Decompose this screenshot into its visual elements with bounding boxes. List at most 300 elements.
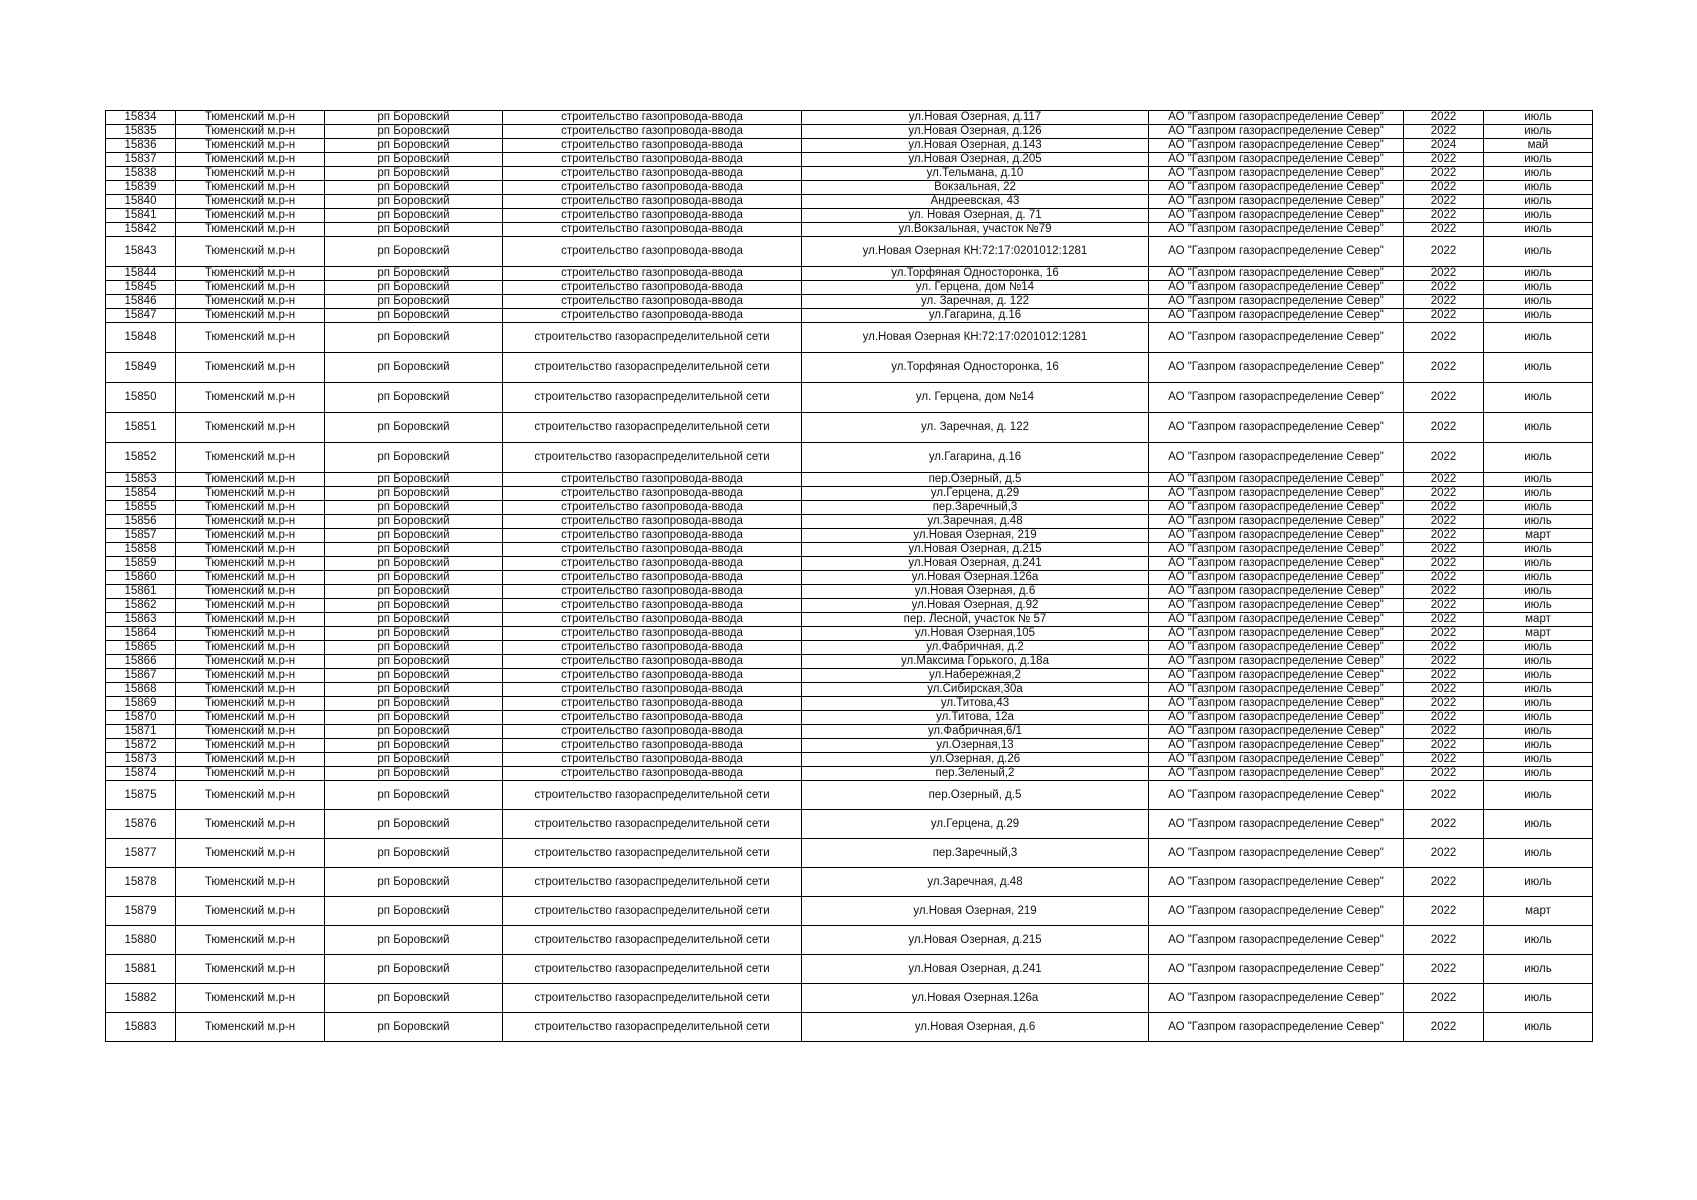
cell-month: март bbox=[1484, 897, 1593, 926]
cell-row-number: 15859 bbox=[106, 557, 176, 571]
cell-month: июль bbox=[1484, 585, 1593, 599]
cell-row-number: 15875 bbox=[106, 781, 176, 810]
cell-year: 2022 bbox=[1404, 309, 1484, 323]
cell-address: ул.Герцена, д.29 bbox=[802, 810, 1149, 839]
cell-row-number: 15843 bbox=[106, 237, 176, 267]
cell-address: ул.Новая Озерная КН:72:17:0201012:1281 bbox=[802, 323, 1149, 353]
cell-settlement: рп Боровский bbox=[325, 739, 503, 753]
cell-work-type: строительство газопровода-ввода bbox=[503, 195, 802, 209]
cell-settlement: рп Боровский bbox=[325, 599, 503, 613]
cell-district: Тюменский м.р-н bbox=[176, 413, 325, 443]
table-row bbox=[106, 711, 1593, 725]
cell-row-number: 15849 bbox=[106, 353, 176, 383]
cell-settlement: рп Боровский bbox=[325, 697, 503, 711]
cell-organization: АО "Газпром газораспределение Север" bbox=[1149, 353, 1404, 383]
table-row bbox=[106, 209, 1593, 223]
cell-address: пер. Лесной, участок № 57 bbox=[802, 613, 1149, 627]
cell-work-type: строительство газораспределительной сети bbox=[503, 926, 802, 955]
table-row bbox=[106, 571, 1593, 585]
cell-organization: АО "Газпром газораспределение Север" bbox=[1149, 810, 1404, 839]
cell-year: 2022 bbox=[1404, 599, 1484, 613]
cell-district: Тюменский м.р-н bbox=[176, 1013, 325, 1042]
cell-settlement: рп Боровский bbox=[325, 153, 503, 167]
cell-month: июль bbox=[1484, 781, 1593, 810]
cell-organization: АО "Газпром газораспределение Север" bbox=[1149, 237, 1404, 267]
cell-year: 2022 bbox=[1404, 543, 1484, 557]
cell-settlement: рп Боровский bbox=[325, 281, 503, 295]
cell-settlement: рп Боровский bbox=[325, 139, 503, 153]
table-row bbox=[106, 529, 1593, 543]
table-row bbox=[106, 641, 1593, 655]
table-row bbox=[106, 839, 1593, 868]
cell-organization: АО "Газпром газораспределение Север" bbox=[1149, 111, 1404, 125]
cell-district: Тюменский м.р-н bbox=[176, 487, 325, 501]
cell-month: июль bbox=[1484, 125, 1593, 139]
cell-address: ул.Заречная, д.48 bbox=[802, 868, 1149, 897]
cell-row-number: 15876 bbox=[106, 810, 176, 839]
cell-organization: АО "Газпром газораспределение Север" bbox=[1149, 697, 1404, 711]
cell-address: ул.Вокзальная, участок №79 bbox=[802, 223, 1149, 237]
cell-work-type: строительство газопровода-ввода bbox=[503, 753, 802, 767]
table-row bbox=[106, 683, 1593, 697]
cell-address: ул.Новая Озерная.126а bbox=[802, 984, 1149, 1013]
cell-district: Тюменский м.р-н bbox=[176, 655, 325, 669]
table-row bbox=[106, 753, 1593, 767]
cell-address: ул.Гагарина, д.16 bbox=[802, 309, 1149, 323]
cell-organization: АО "Газпром газораспределение Север" bbox=[1149, 599, 1404, 613]
cell-month: июль bbox=[1484, 181, 1593, 195]
cell-organization: АО "Газпром газораспределение Север" bbox=[1149, 209, 1404, 223]
cell-work-type: строительство газопровода-ввода bbox=[503, 571, 802, 585]
cell-row-number: 15855 bbox=[106, 501, 176, 515]
cell-row-number: 15856 bbox=[106, 515, 176, 529]
cell-settlement: рп Боровский bbox=[325, 267, 503, 281]
cell-month: июль bbox=[1484, 167, 1593, 181]
cell-month: июль bbox=[1484, 323, 1593, 353]
cell-organization: АО "Газпром газораспределение Север" bbox=[1149, 195, 1404, 209]
cell-month: июль bbox=[1484, 926, 1593, 955]
cell-organization: АО "Газпром газораспределение Север" bbox=[1149, 655, 1404, 669]
cell-year: 2022 bbox=[1404, 926, 1484, 955]
cell-address: ул.Новая Озерная, д.241 bbox=[802, 557, 1149, 571]
cell-month: июль bbox=[1484, 810, 1593, 839]
cell-work-type: строительство газопровода-ввода bbox=[503, 543, 802, 557]
cell-work-type: строительство газопровода-ввода bbox=[503, 111, 802, 125]
cell-district: Тюменский м.р-н bbox=[176, 897, 325, 926]
cell-settlement: рп Боровский bbox=[325, 984, 503, 1013]
cell-settlement: рп Боровский bbox=[325, 125, 503, 139]
cell-organization: АО "Газпром газораспределение Север" bbox=[1149, 955, 1404, 984]
cell-work-type: строительство газораспределительной сети bbox=[503, 323, 802, 353]
cell-row-number: 15835 bbox=[106, 125, 176, 139]
cell-month: июль bbox=[1484, 443, 1593, 473]
table-row bbox=[106, 153, 1593, 167]
cell-district: Тюменский м.р-н bbox=[176, 585, 325, 599]
cell-year: 2022 bbox=[1404, 641, 1484, 655]
cell-month: июль bbox=[1484, 669, 1593, 683]
cell-district: Тюменский м.р-н bbox=[176, 753, 325, 767]
table-row bbox=[106, 413, 1593, 443]
table-row bbox=[106, 111, 1593, 125]
cell-organization: АО "Газпром газораспределение Север" bbox=[1149, 223, 1404, 237]
cell-district: Тюменский м.р-н bbox=[176, 353, 325, 383]
cell-month: июль bbox=[1484, 237, 1593, 267]
cell-address: ул.Новая Озерная.126а bbox=[802, 571, 1149, 585]
cell-work-type: строительство газораспределительной сети bbox=[503, 955, 802, 984]
cell-settlement: рп Боровский bbox=[325, 543, 503, 557]
cell-row-number: 15845 bbox=[106, 281, 176, 295]
cell-organization: АО "Газпром газораспределение Север" bbox=[1149, 153, 1404, 167]
table-row bbox=[106, 613, 1593, 627]
cell-settlement: рп Боровский bbox=[325, 383, 503, 413]
cell-address: ул.Сибирская,30а bbox=[802, 683, 1149, 697]
cell-settlement: рп Боровский bbox=[325, 473, 503, 487]
cell-address: ул.Новая Озерная, 219 bbox=[802, 529, 1149, 543]
cell-address: пер.Зеленый,2 bbox=[802, 767, 1149, 781]
cell-district: Тюменский м.р-н bbox=[176, 515, 325, 529]
cell-address: ул.Титова,43 bbox=[802, 697, 1149, 711]
cell-work-type: строительство газопровода-ввода bbox=[503, 725, 802, 739]
cell-year: 2022 bbox=[1404, 613, 1484, 627]
cell-district: Тюменский м.р-н bbox=[176, 739, 325, 753]
cell-row-number: 15873 bbox=[106, 753, 176, 767]
cell-district: Тюменский м.р-н bbox=[176, 111, 325, 125]
table-row bbox=[106, 139, 1593, 153]
cell-address: ул.Заречная, д.48 bbox=[802, 515, 1149, 529]
cell-district: Тюменский м.р-н bbox=[176, 926, 325, 955]
table-row bbox=[106, 195, 1593, 209]
table-row bbox=[106, 669, 1593, 683]
cell-row-number: 15881 bbox=[106, 955, 176, 984]
cell-work-type: строительство газопровода-ввода bbox=[503, 585, 802, 599]
table-row bbox=[106, 515, 1593, 529]
cell-year: 2022 bbox=[1404, 683, 1484, 697]
cell-district: Тюменский м.р-н bbox=[176, 683, 325, 697]
cell-year: 2022 bbox=[1404, 281, 1484, 295]
cell-month: июль bbox=[1484, 473, 1593, 487]
cell-row-number: 15851 bbox=[106, 413, 176, 443]
cell-district: Тюменский м.р-н bbox=[176, 383, 325, 413]
cell-month: июль bbox=[1484, 267, 1593, 281]
cell-address: пер.Озерный, д.5 bbox=[802, 473, 1149, 487]
cell-organization: АО "Газпром газораспределение Север" bbox=[1149, 543, 1404, 557]
cell-month: июль bbox=[1484, 753, 1593, 767]
cell-address: ул.Торфяная Односторонка, 16 bbox=[802, 267, 1149, 281]
table-row bbox=[106, 383, 1593, 413]
cell-work-type: строительство газораспределительной сети bbox=[503, 781, 802, 810]
cell-work-type: строительство газопровода-ввода bbox=[503, 529, 802, 543]
cell-year: 2022 bbox=[1404, 571, 1484, 585]
cell-year: 2022 bbox=[1404, 267, 1484, 281]
cell-year: 2022 bbox=[1404, 501, 1484, 515]
cell-month: июль bbox=[1484, 413, 1593, 443]
cell-district: Тюменский м.р-н bbox=[176, 669, 325, 683]
cell-work-type: строительство газопровода-ввода bbox=[503, 683, 802, 697]
cell-month: июль bbox=[1484, 683, 1593, 697]
document-page bbox=[105, 110, 1592, 1042]
cell-district: Тюменский м.р-н bbox=[176, 237, 325, 267]
cell-settlement: рп Боровский bbox=[325, 839, 503, 868]
cell-work-type: строительство газопровода-ввода bbox=[503, 515, 802, 529]
cell-address: ул.Максима Горького, д.18а bbox=[802, 655, 1149, 669]
table-row bbox=[106, 627, 1593, 641]
cell-work-type: строительство газопровода-ввода bbox=[503, 697, 802, 711]
cell-organization: АО "Газпром газораспределение Север" bbox=[1149, 781, 1404, 810]
table-body bbox=[106, 111, 1593, 1042]
cell-settlement: рп Боровский bbox=[325, 669, 503, 683]
cell-year: 2022 bbox=[1404, 209, 1484, 223]
table-row bbox=[106, 868, 1593, 897]
cell-organization: АО "Газпром газораспределение Север" bbox=[1149, 167, 1404, 181]
cell-organization: АО "Газпром газораспределение Север" bbox=[1149, 739, 1404, 753]
cell-district: Тюменский м.р-н bbox=[176, 309, 325, 323]
cell-address: ул.Гагарина, д.16 bbox=[802, 443, 1149, 473]
table-row bbox=[106, 1013, 1593, 1042]
cell-organization: АО "Газпром газораспределение Север" bbox=[1149, 627, 1404, 641]
cell-row-number: 15867 bbox=[106, 669, 176, 683]
cell-work-type: строительство газопровода-ввода bbox=[503, 309, 802, 323]
cell-district: Тюменский м.р-н bbox=[176, 223, 325, 237]
cell-district: Тюменский м.р-н bbox=[176, 810, 325, 839]
table-row bbox=[106, 443, 1593, 473]
cell-month: июль bbox=[1484, 767, 1593, 781]
cell-organization: АО "Газпром газораспределение Север" bbox=[1149, 1013, 1404, 1042]
cell-address: ул.Торфяная Односторонка, 16 bbox=[802, 353, 1149, 383]
cell-row-number: 15839 bbox=[106, 181, 176, 195]
cell-work-type: строительство газораспределительной сети bbox=[503, 1013, 802, 1042]
cell-month: июль bbox=[1484, 697, 1593, 711]
cell-work-type: строительство газораспределительной сети bbox=[503, 839, 802, 868]
cell-year: 2022 bbox=[1404, 697, 1484, 711]
cell-district: Тюменский м.р-н bbox=[176, 529, 325, 543]
cell-work-type: строительство газораспределительной сети bbox=[503, 353, 802, 383]
cell-work-type: строительство газопровода-ввода bbox=[503, 267, 802, 281]
cell-settlement: рп Боровский bbox=[325, 1013, 503, 1042]
cell-month: июль bbox=[1484, 571, 1593, 585]
cell-work-type: строительство газопровода-ввода bbox=[503, 655, 802, 669]
cell-year: 2022 bbox=[1404, 487, 1484, 501]
cell-work-type: строительство газопровода-ввода bbox=[503, 487, 802, 501]
cell-district: Тюменский м.р-н bbox=[176, 139, 325, 153]
table-row bbox=[106, 309, 1593, 323]
cell-year: 2022 bbox=[1404, 868, 1484, 897]
cell-work-type: строительство газопровода-ввода bbox=[503, 627, 802, 641]
cell-organization: АО "Газпром газораспределение Север" bbox=[1149, 571, 1404, 585]
table-row bbox=[106, 897, 1593, 926]
table-row bbox=[106, 487, 1593, 501]
cell-month: июль bbox=[1484, 725, 1593, 739]
cell-address: ул.Новая Озерная, 219 bbox=[802, 897, 1149, 926]
cell-settlement: рп Боровский bbox=[325, 223, 503, 237]
cell-settlement: рп Боровский bbox=[325, 810, 503, 839]
cell-address: ул. Новая Озерная, д. 71 bbox=[802, 209, 1149, 223]
cell-month: июль bbox=[1484, 557, 1593, 571]
cell-work-type: строительство газопровода-ввода bbox=[503, 473, 802, 487]
cell-settlement: рп Боровский bbox=[325, 585, 503, 599]
cell-year: 2022 bbox=[1404, 984, 1484, 1013]
cell-row-number: 15846 bbox=[106, 295, 176, 309]
cell-settlement: рп Боровский bbox=[325, 111, 503, 125]
cell-row-number: 15870 bbox=[106, 711, 176, 725]
cell-work-type: строительство газопровода-ввода bbox=[503, 613, 802, 627]
cell-row-number: 15869 bbox=[106, 697, 176, 711]
cell-settlement: рп Боровский bbox=[325, 711, 503, 725]
table-row bbox=[106, 473, 1593, 487]
cell-year: 2022 bbox=[1404, 167, 1484, 181]
cell-district: Тюменский м.р-н bbox=[176, 627, 325, 641]
cell-row-number: 15852 bbox=[106, 443, 176, 473]
cell-district: Тюменский м.р-н bbox=[176, 697, 325, 711]
cell-row-number: 15841 bbox=[106, 209, 176, 223]
cell-settlement: рп Боровский bbox=[325, 868, 503, 897]
cell-address: ул.Озерная,13 bbox=[802, 739, 1149, 753]
cell-organization: АО "Газпром газораспределение Север" bbox=[1149, 557, 1404, 571]
cell-year: 2022 bbox=[1404, 655, 1484, 669]
cell-district: Тюменский м.р-н bbox=[176, 267, 325, 281]
cell-year: 2022 bbox=[1404, 443, 1484, 473]
cell-settlement: рп Боровский bbox=[325, 309, 503, 323]
cell-district: Тюменский м.р-н bbox=[176, 323, 325, 353]
cell-work-type: строительство газопровода-ввода bbox=[503, 237, 802, 267]
cell-settlement: рп Боровский bbox=[325, 557, 503, 571]
cell-settlement: рп Боровский bbox=[325, 529, 503, 543]
cell-address: ул.Озерная, д.26 bbox=[802, 753, 1149, 767]
cell-year: 2022 bbox=[1404, 711, 1484, 725]
cell-year: 2022 bbox=[1404, 473, 1484, 487]
cell-year: 2022 bbox=[1404, 125, 1484, 139]
cell-month: март bbox=[1484, 627, 1593, 641]
cell-year: 2022 bbox=[1404, 767, 1484, 781]
cell-work-type: строительство газопровода-ввода bbox=[503, 557, 802, 571]
cell-work-type: строительство газопровода-ввода bbox=[503, 767, 802, 781]
cell-organization: АО "Газпром газораспределение Север" bbox=[1149, 487, 1404, 501]
cell-month: июль bbox=[1484, 295, 1593, 309]
cell-work-type: строительство газопровода-ввода bbox=[503, 669, 802, 683]
cell-row-number: 15850 bbox=[106, 383, 176, 413]
table-row bbox=[106, 697, 1593, 711]
cell-district: Тюменский м.р-н bbox=[176, 209, 325, 223]
cell-work-type: строительство газопровода-ввода bbox=[503, 295, 802, 309]
cell-district: Тюменский м.р-н bbox=[176, 767, 325, 781]
cell-work-type: строительство газопровода-ввода bbox=[503, 223, 802, 237]
cell-organization: АО "Газпром газораспределение Север" bbox=[1149, 529, 1404, 543]
cell-organization: АО "Газпром газораспределение Север" bbox=[1149, 683, 1404, 697]
cell-organization: АО "Газпром газораспределение Север" bbox=[1149, 669, 1404, 683]
cell-settlement: рп Боровский bbox=[325, 515, 503, 529]
table-row bbox=[106, 353, 1593, 383]
cell-address: ул.Новая Озерная, д.241 bbox=[802, 955, 1149, 984]
cell-organization: АО "Газпром газораспределение Север" bbox=[1149, 501, 1404, 515]
cell-work-type: строительство газораспределительной сети bbox=[503, 868, 802, 897]
cell-organization: АО "Газпром газораспределение Север" bbox=[1149, 897, 1404, 926]
cell-settlement: рп Боровский bbox=[325, 353, 503, 383]
cell-row-number: 15878 bbox=[106, 868, 176, 897]
table-row bbox=[106, 167, 1593, 181]
cell-year: 2022 bbox=[1404, 839, 1484, 868]
cell-district: Тюменский м.р-н bbox=[176, 473, 325, 487]
cell-organization: АО "Газпром газораспределение Север" bbox=[1149, 984, 1404, 1013]
cell-row-number: 15840 bbox=[106, 195, 176, 209]
cell-year: 2022 bbox=[1404, 585, 1484, 599]
cell-row-number: 15865 bbox=[106, 641, 176, 655]
cell-year: 2022 bbox=[1404, 955, 1484, 984]
cell-year: 2022 bbox=[1404, 810, 1484, 839]
cell-settlement: рп Боровский bbox=[325, 753, 503, 767]
cell-district: Тюменский м.р-н bbox=[176, 781, 325, 810]
cell-settlement: рп Боровский bbox=[325, 683, 503, 697]
cell-year: 2022 bbox=[1404, 897, 1484, 926]
cell-settlement: рп Боровский bbox=[325, 195, 503, 209]
cell-organization: АО "Газпром газораспределение Север" bbox=[1149, 767, 1404, 781]
table-row bbox=[106, 955, 1593, 984]
cell-month: июль bbox=[1484, 223, 1593, 237]
cell-work-type: строительство газопровода-ввода bbox=[503, 125, 802, 139]
cell-work-type: строительство газопровода-ввода bbox=[503, 711, 802, 725]
cell-month: март bbox=[1484, 613, 1593, 627]
table-row bbox=[106, 501, 1593, 515]
cell-district: Тюменский м.р-н bbox=[176, 839, 325, 868]
cell-address: ул.Новая Озерная, д.126 bbox=[802, 125, 1149, 139]
cell-address: ул. Герцена, дом №14 bbox=[802, 281, 1149, 295]
cell-row-number: 15853 bbox=[106, 473, 176, 487]
table-row bbox=[106, 557, 1593, 571]
cell-organization: АО "Газпром газораспределение Север" bbox=[1149, 125, 1404, 139]
cell-organization: АО "Газпром газораспределение Север" bbox=[1149, 725, 1404, 739]
cell-row-number: 15844 bbox=[106, 267, 176, 281]
cell-settlement: рп Боровский bbox=[325, 323, 503, 353]
cell-work-type: строительство газопровода-ввода bbox=[503, 739, 802, 753]
cell-row-number: 15837 bbox=[106, 153, 176, 167]
cell-organization: АО "Газпром газораспределение Север" bbox=[1149, 711, 1404, 725]
table-row bbox=[106, 237, 1593, 267]
cell-year: 2022 bbox=[1404, 781, 1484, 810]
cell-district: Тюменский м.р-н bbox=[176, 613, 325, 627]
cell-address: ул.Тельмана, д.10 bbox=[802, 167, 1149, 181]
table-row bbox=[106, 926, 1593, 955]
cell-month: июль bbox=[1484, 281, 1593, 295]
cell-address: ул.Новая Озерная, д.117 bbox=[802, 111, 1149, 125]
cell-month: июль bbox=[1484, 153, 1593, 167]
cell-organization: АО "Газпром газораспределение Север" bbox=[1149, 413, 1404, 443]
cell-work-type: строительство газопровода-ввода bbox=[503, 641, 802, 655]
cell-year: 2022 bbox=[1404, 725, 1484, 739]
cell-month: март bbox=[1484, 529, 1593, 543]
cell-work-type: строительство газораспределительной сети bbox=[503, 810, 802, 839]
cell-month: июль bbox=[1484, 501, 1593, 515]
cell-district: Тюменский м.р-н bbox=[176, 725, 325, 739]
gasification-table bbox=[105, 110, 1593, 1042]
cell-district: Тюменский м.р-н bbox=[176, 181, 325, 195]
cell-work-type: строительство газопровода-ввода bbox=[503, 599, 802, 613]
cell-district: Тюменский м.р-н bbox=[176, 557, 325, 571]
cell-work-type: строительство газопровода-ввода bbox=[503, 281, 802, 295]
cell-row-number: 15874 bbox=[106, 767, 176, 781]
cell-month: июль bbox=[1484, 1013, 1593, 1042]
cell-address: пер.Заречный,3 bbox=[802, 839, 1149, 868]
cell-row-number: 15868 bbox=[106, 683, 176, 697]
cell-month: май bbox=[1484, 139, 1593, 153]
cell-organization: АО "Газпром газораспределение Север" bbox=[1149, 515, 1404, 529]
cell-settlement: рп Боровский bbox=[325, 295, 503, 309]
cell-address: ул.Новая Озерная, д.143 bbox=[802, 139, 1149, 153]
cell-organization: АО "Газпром газораспределение Север" bbox=[1149, 585, 1404, 599]
cell-row-number: 15848 bbox=[106, 323, 176, 353]
cell-month: июль bbox=[1484, 309, 1593, 323]
cell-year: 2022 bbox=[1404, 237, 1484, 267]
cell-month: июль bbox=[1484, 543, 1593, 557]
cell-row-number: 15842 bbox=[106, 223, 176, 237]
cell-district: Тюменский м.р-н bbox=[176, 711, 325, 725]
